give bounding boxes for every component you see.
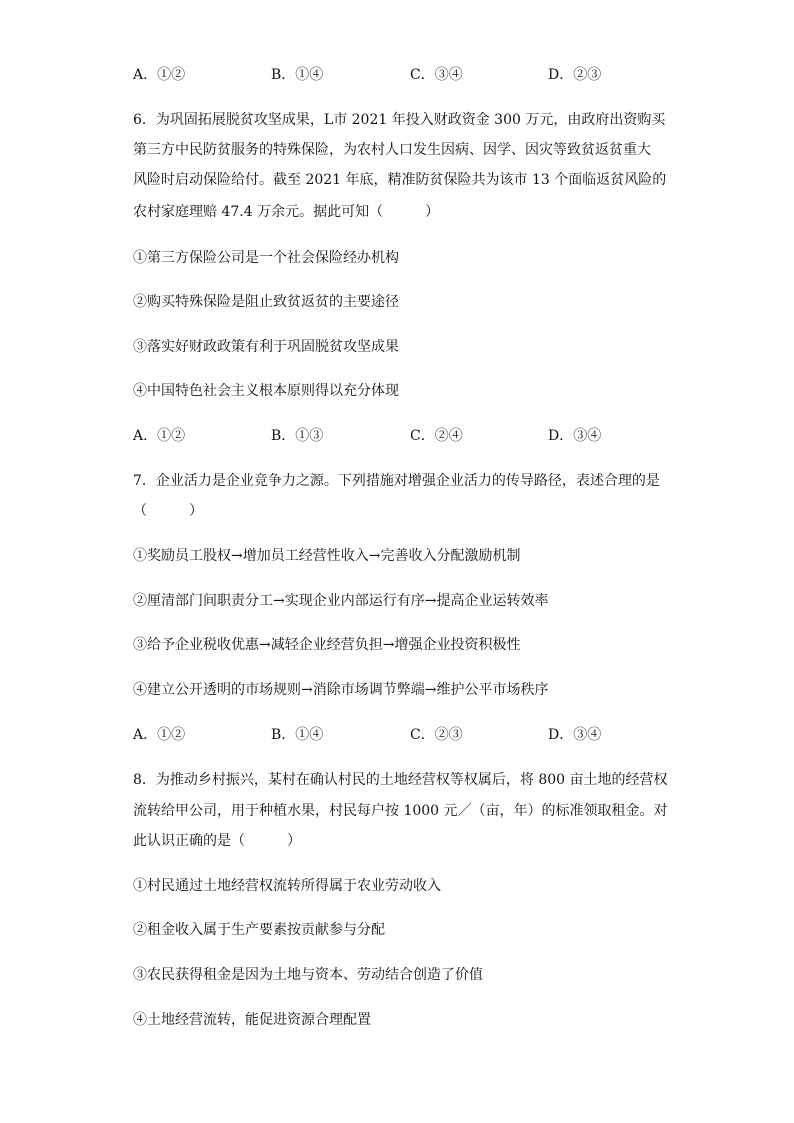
q5-option-b: B．①④ bbox=[271, 67, 324, 83]
q8-stem-line-1: 8．为推动乡村振兴，某村在确认村民的土地经营权等权属后，将 800 亩土地的经营权 bbox=[133, 772, 668, 788]
q8-statement-1: ①村民通过土地经营权流转所得属于农业劳动收入 bbox=[133, 878, 441, 894]
q6-option-b: B．①③ bbox=[271, 428, 324, 444]
q7-statement-3: ③给予企业税收优惠→减轻企业经营负担→增强企业投资积极性 bbox=[133, 637, 521, 653]
q6-statement-4: ④中国特色社会主义根本原则得以充分体现 bbox=[133, 383, 399, 399]
q6-stem-line-4: 农村家庭理赔 47.4 万余元。据此可知（ ） bbox=[133, 204, 440, 220]
q7-stem-line-2: （ ） bbox=[133, 503, 203, 519]
q6-stem-line-3: 风险时启动保险给付。截至 2021 年底，精准防贫保险共为该市 13 个面临返贫风险的 bbox=[133, 172, 667, 188]
q5-options bbox=[133, 65, 693, 85]
q7-option-a: A．①② bbox=[133, 727, 186, 743]
q8-statement-4: ④土地经营流转，能促进资源合理配置 bbox=[133, 1012, 371, 1028]
q7-option-b: B．①④ bbox=[271, 727, 324, 743]
q5-option-c: C．③④ bbox=[410, 67, 463, 83]
q6-option-a: A．①② bbox=[133, 428, 186, 444]
q7-statement-2: ②厘清部门间职责分工→实现企业内部运行有序→提高企业运转效率 bbox=[133, 593, 549, 609]
q7-option-d: D．③④ bbox=[548, 727, 602, 743]
q6-stem-line-2: 第三方中民防贫服务的特殊保险，为农村人口发生因病、因学、因灾等致贫返贫重大 bbox=[133, 142, 651, 158]
q6-statement-3: ③落实好财政政策有利于巩固脱贫攻坚成果 bbox=[133, 339, 399, 355]
q6-option-d: D．③④ bbox=[548, 428, 602, 444]
q8-statement-3: ③农民获得租金是因为土地与资本、劳动结合创造了价值 bbox=[133, 967, 483, 983]
q6-stem-line-1: 6．为巩固拓展脱贫攻坚成果，L市 2021 年投入财政资金 300 万元，由政府出资购买 bbox=[133, 112, 666, 128]
q5-option-a: A．①② bbox=[133, 67, 186, 83]
q7-option-c: C．②③ bbox=[410, 727, 463, 743]
q7-options bbox=[133, 725, 693, 745]
q8-statement-2: ②租金收入属于生产要素按贡献参与分配 bbox=[133, 922, 385, 938]
q5-option-d: D．②③ bbox=[548, 67, 602, 83]
q6-options bbox=[133, 426, 693, 446]
q7-stem-line-1: 7．企业活力是企业竞争力之源。下列措施对增强企业活力的传导路径，表述合理的是 bbox=[133, 473, 660, 489]
q6-option-c: C．②④ bbox=[410, 428, 463, 444]
q6-statement-2: ②购买特殊保险是阻止致贫返贫的主要途径 bbox=[133, 294, 399, 310]
q8-stem-line-2: 流转给甲公司，用于种植水果，村民每户按 1000 元／（亩，年）的标准领取租金。对 bbox=[133, 803, 668, 819]
q6-statement-1: ①第三方保险公司是一个社会保险经办机构 bbox=[133, 250, 399, 266]
q8-stem-line-3: 此认识正确的是（ ） bbox=[133, 833, 301, 849]
q7-statement-1: ①奖励员工股权→增加员工经营性收入→完善收入分配激励机制 bbox=[133, 548, 521, 564]
q7-statement-4: ④建立公开透明的市场规则→消除市场调节弊端→维护公平市场秩序 bbox=[133, 682, 549, 698]
